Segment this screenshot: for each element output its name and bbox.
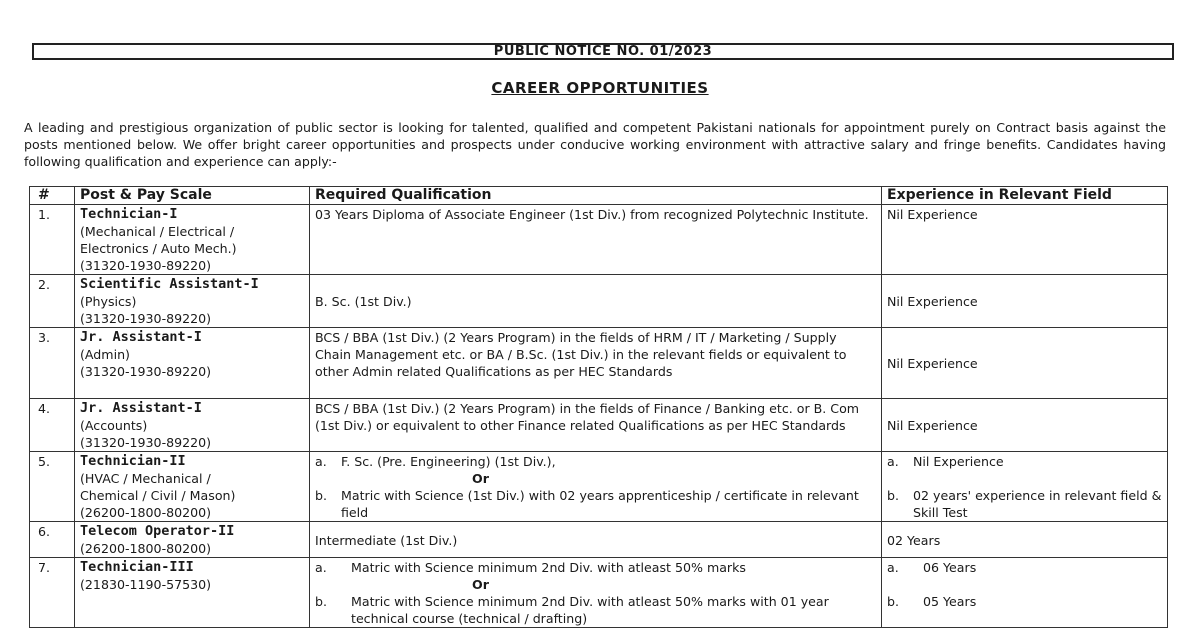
table-row [30, 205, 1168, 275]
option-text: Matric with Science minimum 2nd Div. with atleast 50% marks [351, 560, 746, 575]
post-cell [75, 275, 310, 328]
table-row [30, 558, 1168, 628]
option-text: 02 years' experience in relevant field & Skill Test [913, 488, 1162, 520]
post-title: Telecom Operator-II [80, 523, 235, 539]
post-cell [75, 205, 310, 275]
pay-scale: (31320-1930-89220) [80, 258, 212, 273]
option-label: b. [887, 594, 899, 609]
qualification-cell: Intermediate (1st Div.) [310, 522, 882, 558]
option-text: Nil Experience [913, 454, 1004, 469]
experience-cell: Nil Experience [882, 275, 1168, 328]
page-heading [0, 79, 1200, 97]
option-text: F. Sc. (Pre. Engineering) (1st Div.), [341, 454, 556, 469]
post-cell [75, 452, 310, 522]
option-label: a. [887, 454, 899, 469]
post-subtitle: (Mechanical / Electrical / [80, 224, 235, 239]
option-text: Matric with Science (1st Div.) with 02 years apprenticeship / certificate in relevant field [341, 488, 859, 520]
header-experience: Experience in Relevant Field [882, 187, 1168, 205]
post-cell [75, 522, 310, 558]
row-number: 3. [30, 328, 75, 399]
experience-cell: 02 Years [882, 522, 1168, 558]
post-subtitle: (HVAC / Mechanical / [80, 471, 211, 486]
experience-cell: Nil Experience [882, 399, 1168, 452]
experience-cell: Nil Experience [882, 205, 1168, 275]
qualification-option [315, 559, 876, 576]
option-text: 05 Years [923, 594, 977, 609]
pay-scale: (21830-1190-57530) [80, 577, 212, 592]
post-title: Technician-III [80, 559, 194, 575]
post-cell [75, 399, 310, 452]
qualification-cell: BCS / BBA (1st Div.) (2 Years Program) in the fields of HRM / IT / Marketing / Supply Chain Management etc. or BA / B.Sc. (1st Div.) in the relevant fields or equivalent to other Admin related Qualifications as per HEC Standards [310, 328, 882, 399]
experience-option [887, 593, 1162, 610]
qualification-cell [310, 558, 882, 628]
pay-scale: (31320-1930-89220) [80, 311, 212, 326]
experience-option [887, 453, 1162, 470]
pay-scale: (31320-1930-89220) [80, 364, 212, 379]
qualification-option [315, 453, 876, 470]
post-title: Jr. Assistant-I [80, 329, 202, 345]
experience-cell: Nil Experience [882, 328, 1168, 399]
post-subtitle: (Admin) [80, 347, 130, 362]
post-title: Technician-II [80, 453, 186, 469]
qualification-cell: BCS / BBA (1st Div.) (2 Years Program) in the fields of Finance / Banking etc. or B. Com (1st Div.) or equivalent to other Finance related Qualifications as per HEC Standards [310, 399, 882, 452]
option-label: b. [315, 488, 327, 503]
option-label: a. [315, 560, 327, 575]
row-number: 1. [30, 205, 75, 275]
public-notice-title [32, 43, 1174, 60]
row-number: 7. [30, 558, 75, 628]
intro-paragraph: A leading and prestigious organization of public sector is looking for talented, qualified and competent Pakistani nationals for appointment purely on Contract basis against the posts mentioned below. We offer bright career opportunities and prospects under conducive working environment with attractive salary and fringe benefits. Candidates having following qualification and experience can apply:- [24, 120, 1166, 169]
qualification-cell: B. Sc. (1st Div.) [310, 275, 882, 328]
experience-cell [882, 452, 1168, 522]
qualification-option [315, 593, 876, 627]
post-title: Technician-I [80, 206, 178, 222]
post-title: Scientific Assistant-I [80, 276, 259, 292]
table-row [30, 275, 1168, 328]
experience-option [887, 487, 1162, 521]
option-label: b. [887, 488, 899, 503]
option-label: a. [315, 454, 327, 469]
post-subtitle: (Physics) [80, 294, 137, 309]
or-separator: Or [472, 471, 489, 486]
pay-scale: (26200-1800-80200) [80, 541, 212, 556]
or-separator: Or [472, 577, 489, 592]
row-number: 2. [30, 275, 75, 328]
notice-title-text: PUBLIC NOTICE NO. 01/2023 [493, 44, 713, 59]
post-cell [75, 558, 310, 628]
qualification-cell [310, 452, 882, 522]
post-title: Jr. Assistant-I [80, 400, 202, 416]
post-subtitle: (Accounts) [80, 418, 148, 433]
experience-option [887, 559, 1162, 576]
table-row [30, 522, 1168, 558]
table-row [30, 399, 1168, 452]
experience-cell [882, 558, 1168, 628]
heading-text: CAREER OPPORTUNITIES [491, 79, 709, 97]
table-header-row [30, 187, 1168, 205]
jobs-table [29, 186, 1168, 628]
option-label: a. [887, 560, 899, 575]
header-no: # [30, 187, 75, 205]
header-post: Post & Pay Scale [75, 187, 310, 205]
row-number: 5. [30, 452, 75, 522]
post-subtitle: Electronics / Auto Mech.) [80, 241, 237, 256]
post-subtitle: Chemical / Civil / Mason) [80, 488, 236, 503]
row-number: 6. [30, 522, 75, 558]
pay-scale: (31320-1930-89220) [80, 435, 212, 450]
pay-scale: (26200-1800-80200) [80, 505, 212, 520]
option-label: b. [315, 594, 327, 609]
header-qualification: Required Qualification [310, 187, 882, 205]
option-text: 06 Years [923, 560, 977, 575]
row-number: 4. [30, 399, 75, 452]
option-text: Matric with Science minimum 2nd Div. with atleast 50% marks with 01 year technical course (technical / drafting) [351, 594, 829, 626]
table-row [30, 452, 1168, 522]
post-cell [75, 328, 310, 399]
qualification-cell: 03 Years Diploma of Associate Engineer (1st Div.) from recognized Polytechnic Institute. [310, 205, 882, 275]
table-row [30, 328, 1168, 399]
qualification-option [315, 487, 876, 521]
